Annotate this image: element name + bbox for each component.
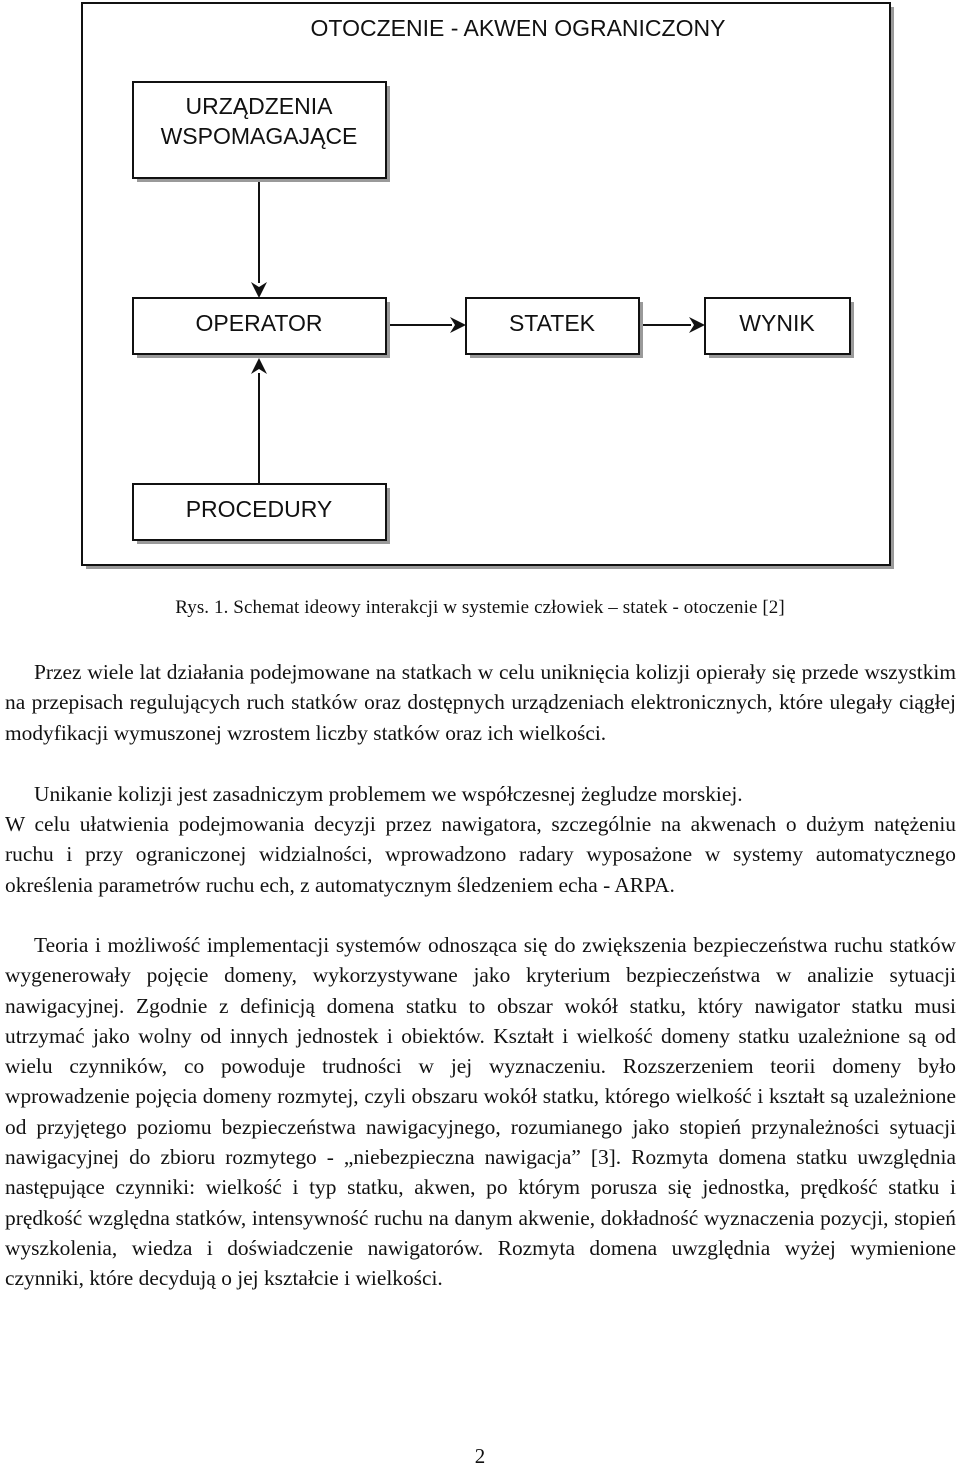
operator-label: OPERATOR xyxy=(195,310,323,336)
paragraph-4: Teoria i możliwość implementacji systemów odnosząca się do zwiększenia bezpieczeństwa ruchu statków wygenerowały pojęcie domeny, wykorzystywane jako kryterium bezpieczeństwa w analizie sytuacji nawigacyjnej. Zgodnie z definicją domena statku to obszar wokół statku, który nawigator statku musi utrzymać jako wolny od innych jednostek i obiektów. Kształt i wielkość domeny statku uzależnione są od wielu czynników, co powoduje trudności w jej wyznaczeniu. Rozszerzeniem teorii domeny było wprowadzenie pojęcia domeny rozmytej, czyli obszaru wokół statku, którego wielkość i kształt są uzależnione od przyjętego poziomu bezpieczeństwa nawigacyjnego, rozumianego jako stopień przynależności sytuacji nawigacyjnej do zbioru rozmytego - „niebezpieczna nawigacja” [3]. Rozmyta domena statku uwzględnia następujące czynniki: wielkość i typ statku, akwen, po którym porusza się jednostka, prędkość statku i prędkość względna statków, intensywność ruchu na danym akwenie, dokładność wyznaczenia pozycji, stopień wyszkolenia, wiedza i doświadczenie nawigatorów. Rozmyta domena uwzględnia wyżej wymienione czynniki, które decydują o jej kształcie i wielkości. xyxy=(5,933,956,1291)
ship-label: STATEK xyxy=(508,310,596,336)
result-label: WYNIK xyxy=(739,310,815,336)
page-number: 2 xyxy=(474,1444,486,1468)
support-devices-label-line1: URZĄDZENIA xyxy=(185,93,333,119)
paragraph-1: Przez wiele lat działania podejmowane na statkach w celu uniknięcia kolizji opierały się przede wszystkim na przepisach regulujących ruch statków oraz dostępnych urządzeniach elektronicznych, które ulegały ciągłej modyfikacji wymuszonej wzrostem liczby statków oraz ich wielkości. xyxy=(5,660,956,745)
interaction-diagram xyxy=(0,0,960,600)
paragraph-3: W celu ułatwienia podejmowania decyzji przez nawigatora, szczególnie na akwenach o dużym natężeniu ruchu i przy ograniczonej widzialności, wprowadzono radary wyposażone w systemy automatycznego określenia parametrów ruchu ech, z automatycznym śledzeniem echa - ARPA. xyxy=(5,812,956,897)
support-devices-label-line2: WSPOMAGAJĄCE xyxy=(160,123,358,149)
figure-caption: Rys. 1. Schemat ideowy interakcji w systemie człowiek – statek - otoczenie [2] xyxy=(175,597,785,618)
paragraph-2: Unikanie kolizji jest zasadniczym problemem we współczesnej żegludze morskiej. xyxy=(34,782,743,806)
environment-label: OTOCZENIE - AKWEN OGRANICZONY xyxy=(310,15,726,41)
procedures-label: PROCEDURY xyxy=(185,496,333,522)
